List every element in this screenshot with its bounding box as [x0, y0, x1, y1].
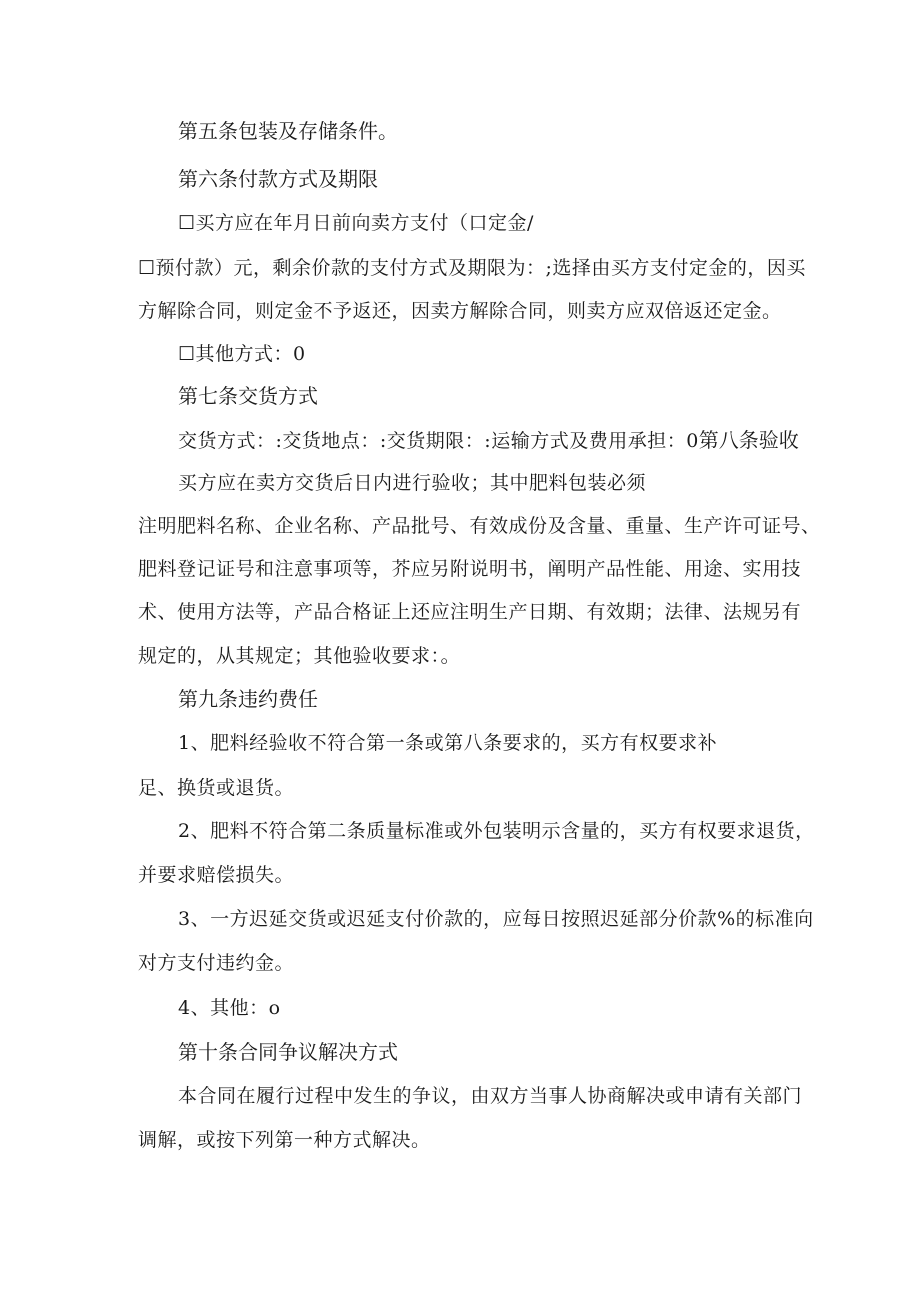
article-6-heading: 第六条付款方式及期限 — [178, 167, 378, 191]
article-7-delivery-text: 交货方式：:交货地点：:交货期限：:运输方式及费用承担：0 — [178, 430, 699, 452]
article-6-line-1: ☐买方应在年月日前向卖方支付（口定金/ — [178, 212, 534, 234]
article-6-line-3: 方解除合同，则定金不予返还，因卖方解除合同，则卖方应双倍返还定金。 — [138, 300, 782, 322]
article-5-heading: 第五条包装及存储条件。 — [178, 119, 398, 143]
article-8-line-5-text: 规定的，从其规定；其他验收要求： — [138, 645, 441, 667]
article-9-item-1b: 足、换货或退货。 — [138, 777, 295, 799]
article-6-line-4: ☐其他方式：0 — [178, 343, 306, 365]
article-9-item-2b: 并要求赔偿损失。 — [138, 864, 295, 886]
article-10-line-1: 本合同在履行过程中发生的争议，由双方当事人协商解决或申请有关部门 — [178, 1085, 803, 1107]
article-6-line-2: ☐预付款）元，剩余价款的支付方式及期限为：;选择由买方支付定金的，因买 — [138, 257, 806, 279]
article-9-item-4: 4、其他：o — [178, 997, 281, 1019]
article-9-item-3b: 对方支付违约金。 — [138, 952, 295, 974]
article-9-item-1a: 1、肥料经验收不符合第一条或第八条要求的，买方有权要求补 — [178, 732, 718, 754]
article-10-heading: 第十条合同争议解决方式 — [178, 1040, 398, 1064]
article-8-line-2: 注明肥料名称、企业名称、产品批号、有效成份及含量、重量、生产许可证号、 — [138, 515, 821, 537]
article-8-line-3: 肥料登记证号和注意事项等，芥应另附说明书，阐明产品性能、用途、实用技 — [138, 558, 802, 580]
article-8-line-4: 术、使用方法等，产品合格证上还应注明生产日期、有效期；法律、法规另有 — [138, 601, 802, 623]
article-9-item-3a: 3、一方迟延交货或迟延支付价款的，应每日按照迟延部分价款%的标准向 — [178, 908, 814, 930]
article-8-line-5-end: 。 — [440, 643, 461, 667]
article-8-line-5 — [138, 642, 461, 669]
article-9-heading: 第九条违约费任 — [178, 687, 318, 711]
article-10-line-2: 调解，或按下列第一种方式解决。 — [138, 1129, 431, 1151]
article-8-line-1: 买方应在卖方交货后日内进行验收；其中肥料包装必须 — [178, 472, 647, 494]
article-9-item-2a: 2、肥料不符合第二条质量标准或外包装明示含量的，买方有权要求退货， — [178, 820, 815, 842]
article-8-heading: 第八条验收 — [698, 428, 799, 452]
article-7-heading: 第七条交货方式 — [178, 384, 318, 408]
article-7-line-1 — [178, 427, 799, 454]
